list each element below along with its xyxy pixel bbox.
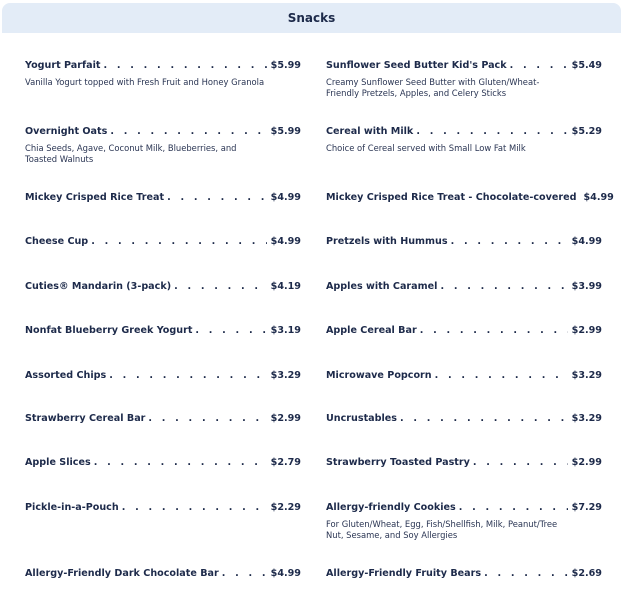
leader-dots	[484, 567, 568, 580]
item-price: $5.99	[270, 126, 301, 137]
leader-dots	[435, 369, 568, 382]
item-name: Allergy-Friendly Fruity Bears	[326, 568, 482, 579]
item-price: $2.99	[571, 325, 602, 336]
leader-dots	[104, 59, 267, 72]
item-price: $4.99	[270, 568, 301, 579]
menu-item-apple-cereal-bar[interactable]	[326, 324, 602, 337]
item-name: Apples with Caramel	[326, 281, 438, 292]
item-price: $2.69	[571, 568, 602, 579]
item-price: $5.99	[270, 60, 301, 71]
leader-dots	[167, 191, 267, 204]
item-name: Cheese Cup	[25, 236, 89, 247]
leader-dots	[416, 125, 567, 138]
item-price: $4.99	[583, 192, 614, 203]
item-price: $2.79	[270, 457, 301, 468]
item-name: Allergy-Friendly Dark Chocolate Bar	[25, 568, 219, 579]
menu-item-mickey-crisped-rice-treat-chocolate[interactable]	[326, 191, 614, 204]
leader-dots	[473, 456, 568, 469]
item-name: Yogurt Parfait	[25, 60, 101, 71]
section-title: Snacks	[287, 11, 336, 25]
item-price: $3.29	[571, 413, 602, 424]
menu-item-overnight-oats[interactable]	[25, 125, 301, 165]
item-name: Strawberry Toasted Pastry	[326, 457, 470, 468]
menu-item-microwave-popcorn[interactable]	[326, 369, 602, 382]
item-name: Microwave Popcorn	[326, 370, 432, 381]
menu-item-mickey-crisped-rice-treat[interactable]	[25, 191, 301, 204]
menu-item-strawberry-toasted-pastry[interactable]	[326, 456, 602, 469]
item-name: Overnight Oats	[25, 126, 108, 137]
item-price: $5.29	[571, 126, 602, 137]
item-name: Apple Slices	[25, 457, 91, 468]
leader-dots	[510, 59, 568, 72]
item-name: Apple Cereal Bar	[326, 325, 417, 336]
menu-item-allergy-friendly-cookies[interactable]	[326, 501, 602, 541]
menu-item-allergy-friendly-dark-chocolate-bar[interactable]	[25, 567, 301, 580]
leader-dots	[91, 235, 266, 248]
item-price: $3.99	[571, 281, 602, 292]
item-name: Cereal with Milk	[326, 126, 414, 137]
item-price: $5.49	[571, 60, 602, 71]
item-price: $4.99	[270, 236, 301, 247]
menu-item-cuties-mandarin[interactable]	[25, 280, 301, 293]
item-description: Vanilla Yogurt topped with Fresh Fruit and Honey Granola	[25, 77, 265, 87]
menu-item-nonfat-blueberry-greek-yogurt[interactable]	[25, 324, 301, 337]
menu-item-allergy-friendly-fruity-bears[interactable]	[326, 567, 602, 580]
item-price: $2.99	[270, 413, 301, 424]
item-name: Pickle-in-a-Pouch	[25, 502, 119, 513]
leader-dots	[195, 324, 266, 337]
leader-dots	[109, 369, 266, 382]
item-description: Chia Seeds, Agave, Coconut Milk, Blueberries, and Toasted Walnuts	[25, 143, 237, 164]
item-name: Pretzels with Hummus	[326, 236, 448, 247]
item-price: $3.29	[270, 370, 301, 381]
item-price: $3.29	[571, 370, 602, 381]
menu-item-apples-with-caramel[interactable]	[326, 280, 602, 293]
item-description: Choice of Cereal served with Small Low Fat Milk	[326, 143, 526, 153]
item-name: Cuties® Mandarin (3-pack)	[25, 281, 172, 292]
leader-dots	[122, 501, 267, 514]
item-price: $4.99	[571, 236, 602, 247]
item-name: Nonfat Blueberry Greek Yogurt	[25, 325, 193, 336]
leader-dots	[400, 412, 568, 425]
menu-item-apple-slices[interactable]	[25, 456, 301, 469]
item-name: Assorted Chips	[25, 370, 107, 381]
menu-item-assorted-chips[interactable]	[25, 369, 301, 382]
leader-dots	[148, 412, 266, 425]
leader-dots	[420, 324, 568, 337]
item-name: Uncrustables	[326, 413, 398, 424]
item-name: Mickey Crisped Rice Treat	[25, 192, 165, 203]
leader-dots	[440, 280, 567, 293]
leader-dots	[94, 456, 267, 469]
leader-dots	[174, 280, 267, 293]
item-price: $7.29	[571, 502, 602, 513]
menu-item-yogurt-parfait[interactable]	[25, 59, 301, 88]
item-price: $2.99	[571, 457, 602, 468]
item-price: $2.29	[270, 502, 301, 513]
item-price: $4.19	[270, 281, 301, 292]
leader-dots	[451, 235, 568, 248]
item-price: $4.99	[270, 192, 301, 203]
menu-item-cereal-with-milk[interactable]	[326, 125, 602, 154]
leader-dots	[222, 567, 267, 580]
menu-item-sunflower-seed-butter-kids-pack[interactable]	[326, 59, 602, 99]
menu-item-pretzels-with-hummus[interactable]	[326, 235, 602, 248]
section-header	[2, 3, 621, 33]
item-name: Mickey Crisped Rice Treat - Chocolate-covered	[326, 192, 577, 203]
leader-dots	[459, 501, 568, 514]
menu-item-strawberry-cereal-bar[interactable]	[25, 412, 301, 425]
menu-item-uncrustables[interactable]	[326, 412, 602, 425]
item-description: Creamy Sunflower Seed Butter with Gluten/Wheat-Friendly Pretzels, Apples, and Celery Sticks	[326, 77, 540, 98]
item-name: Sunflower Seed Butter Kid's Pack	[326, 60, 507, 71]
item-name: Allergy-friendly Cookies	[326, 502, 456, 513]
menu-item-pickle-in-a-pouch[interactable]	[25, 501, 301, 514]
item-price: $3.19	[270, 325, 301, 336]
item-name: Strawberry Cereal Bar	[25, 413, 146, 424]
leader-dots	[110, 125, 266, 138]
menu-item-cheese-cup[interactable]	[25, 235, 301, 248]
item-description: For Gluten/Wheat, Egg, Fish/Shellfish, Milk, Peanut/Tree Nut, Sesame, and Soy Allergies	[326, 519, 558, 540]
